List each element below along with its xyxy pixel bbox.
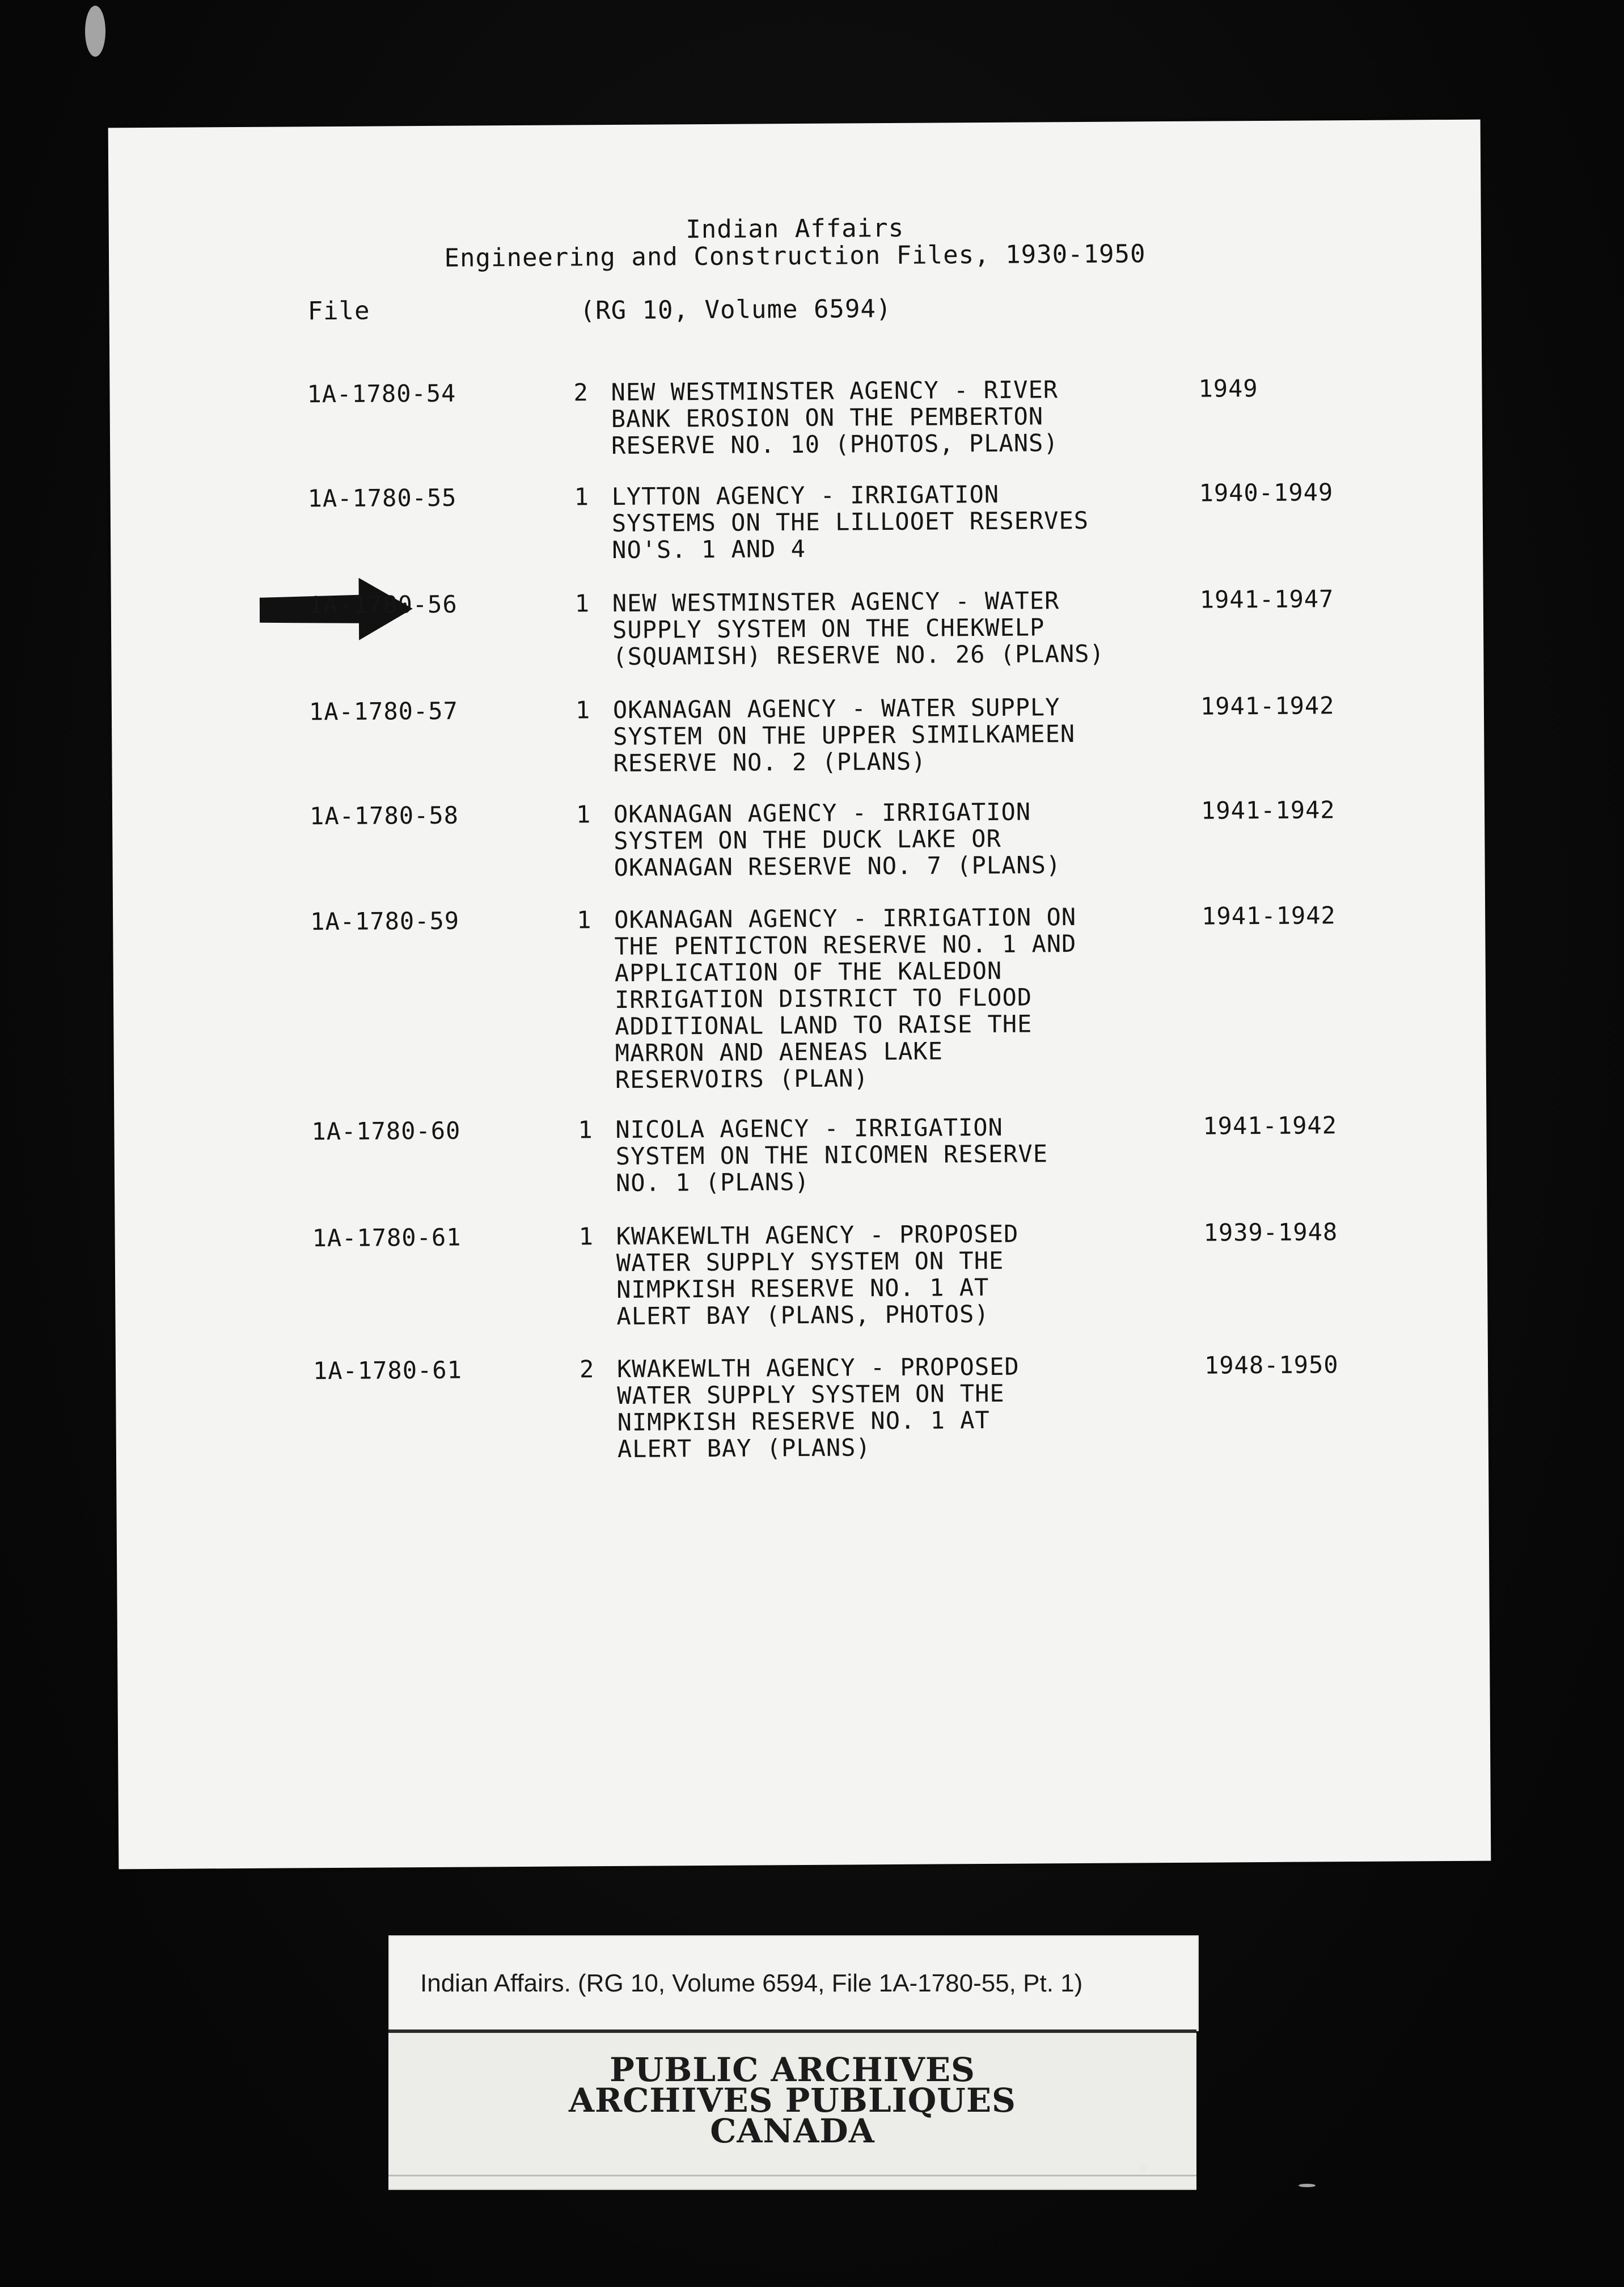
description-line: ALERT BAY (PLANS) [617,1433,871,1463]
file-number: 1A-1780-61 [312,1223,462,1252]
description-line: ADDITIONAL LAND TO RAISE THE [615,1010,1033,1040]
part-number: 1 [574,483,590,511]
file-description [612,586,1180,670]
file-entry [111,585,1483,671]
description-line: SYSTEM ON THE UPPER SIMILKAMEEN [613,720,1076,750]
file-description [614,798,1181,881]
file-number: 1A-1780-60 [311,1116,461,1146]
description-line: OKANAGAN AGENCY - IRRIGATION ON [614,903,1077,934]
description-line: ALERT BAY (PLANS, PHOTOS) [616,1299,989,1330]
description-line: NIMPKISH RESERVE NO. 1 AT [616,1273,989,1303]
date-range: 1941-1947 [1199,585,1334,614]
description-line: RESERVE NO. 10 (PHOTOS, PLANS) [611,429,1059,460]
description-line: BANK EROSION ON THE PEMBERTON [611,402,1044,433]
file-column-heading: File [307,296,370,326]
description-line: KWAKEWLTH AGENCY - PROPOSED [616,1220,1019,1250]
file-description [614,903,1182,1093]
file-number: 1A-1780-54 [307,379,456,408]
date-range: 1949 [1198,374,1258,403]
file-entry [116,1351,1488,1463]
file-description [611,480,1179,563]
date-range: 1948-1950 [1204,1351,1339,1379]
description-line: WATER SUPPLY SYSTEM ON THE [616,1246,1004,1277]
description-line: SYSTEM ON THE NICOMEN RESERVE [615,1140,1048,1170]
film-speck [85,6,105,57]
file-number: 1A-1780-55 [307,483,457,513]
description-line: NICOLA AGENCY - IRRIGATION [615,1113,1004,1144]
stamp-divider [388,2175,1196,2176]
description-line: NEW WESTMINSTER AGENCY - RIVER [611,375,1059,407]
description-line: APPLICATION OF THE KALEDON [614,956,1003,987]
part-number: 1 [574,589,590,618]
header-title: Indian Affairs [686,213,904,244]
description-line: KWAKEWLTH AGENCY - PROPOSED [616,1352,1020,1383]
stamp-line-3: CANADA [710,2112,875,2150]
part-number: 1 [577,906,592,934]
file-entry [112,796,1485,881]
file-number: 1A-1780-59 [310,906,460,936]
file-description [615,1113,1183,1196]
file-description [613,693,1181,777]
description-line: MARRON AND AENEAS LAKE [615,1037,944,1067]
file-number: 1A-1780-56 [308,590,458,619]
header-subtitle: Engineering and Construction Files, 1930-1950 [444,239,1146,273]
date-range: 1941-1942 [1203,1111,1338,1140]
description-line: SUPPLY SYSTEM ON THE CHEKWELP [612,613,1045,644]
file-description [611,375,1178,459]
description-line: RESERVE NO. 2 (PLANS) [613,747,927,777]
part-number: 1 [578,1222,594,1251]
part-number: 1 [575,696,591,724]
description-line: OKANAGAN AGENCY - IRRIGATION [613,798,1031,828]
description-line: IRRIGATION DISTRICT TO FLOOD [614,983,1033,1014]
file-entry [112,691,1484,777]
file-entry [111,478,1483,564]
part-number: 2 [573,378,589,407]
description-line: WATER SUPPLY SYSTEM ON THE [617,1379,1005,1410]
part-number: 1 [578,1116,593,1144]
description-line: (SQUAMISH) RESERVE NO. 26 (PLANS) [612,639,1105,671]
description-line: NO. 1 (PLANS) [615,1167,810,1197]
citation-label-card [388,1935,1199,2031]
file-number: 1A-1780-57 [308,697,458,726]
date-range: 1939-1948 [1203,1218,1338,1247]
file-entry [109,374,1482,460]
date-range: 1941-1942 [1200,796,1335,825]
description-line: NEW WESTMINSTER AGENCY - WATER [612,586,1060,618]
description-line: SYSTEM ON THE DUCK LAKE OR [614,824,1001,855]
file-number: 1A-1780-58 [309,801,459,830]
film-speck [1299,2184,1316,2187]
description-line: NIMPKISH RESERVE NO. 1 AT [617,1406,990,1436]
description-line: OKANAGAN AGENCY - WATER SUPPLY [612,693,1060,724]
file-entry [115,1218,1487,1330]
stamp-line-1: PUBLIC ARCHIVES [610,2050,975,2089]
part-number: 2 [579,1355,595,1383]
file-entry [113,901,1485,1094]
date-range: 1941-1942 [1202,901,1336,930]
date-range: 1940-1949 [1199,478,1334,507]
description-line: NO'S. 1 AND 4 [612,534,806,564]
citation-label-text: Indian Affairs. (RG 10, Volume 6594, File 1A-1780-55, Pt. 1) [420,1969,1083,1997]
description-line: THE PENTICTON RESERVE NO. 1 AND [614,930,1077,960]
date-range: 1941-1942 [1200,691,1335,720]
description-line: OKANAGAN RESERVE NO. 7 (PLANS) [614,851,1061,881]
file-number: 1A-1780-61 [312,1356,463,1385]
film-speck [1140,2164,1148,2172]
file-description [617,1352,1185,1462]
description-line: LYTTON AGENCY - IRRIGATION [611,480,1000,511]
file-list [108,120,1491,1870]
part-number: 1 [576,800,591,829]
file-description [616,1220,1183,1330]
file-entry [114,1111,1486,1197]
stamp-line-2: ARCHIVES PUBLIQUES [569,2081,1016,2120]
document-page [108,120,1491,1870]
archives-stamp [388,2029,1196,2190]
volume-reference: (RG 10, Volume 6594) [580,294,892,326]
description-line: RESERVOIRS (PLAN) [615,1064,869,1094]
description-line: SYSTEMS ON THE LILLOOET RESERVES [611,506,1089,538]
